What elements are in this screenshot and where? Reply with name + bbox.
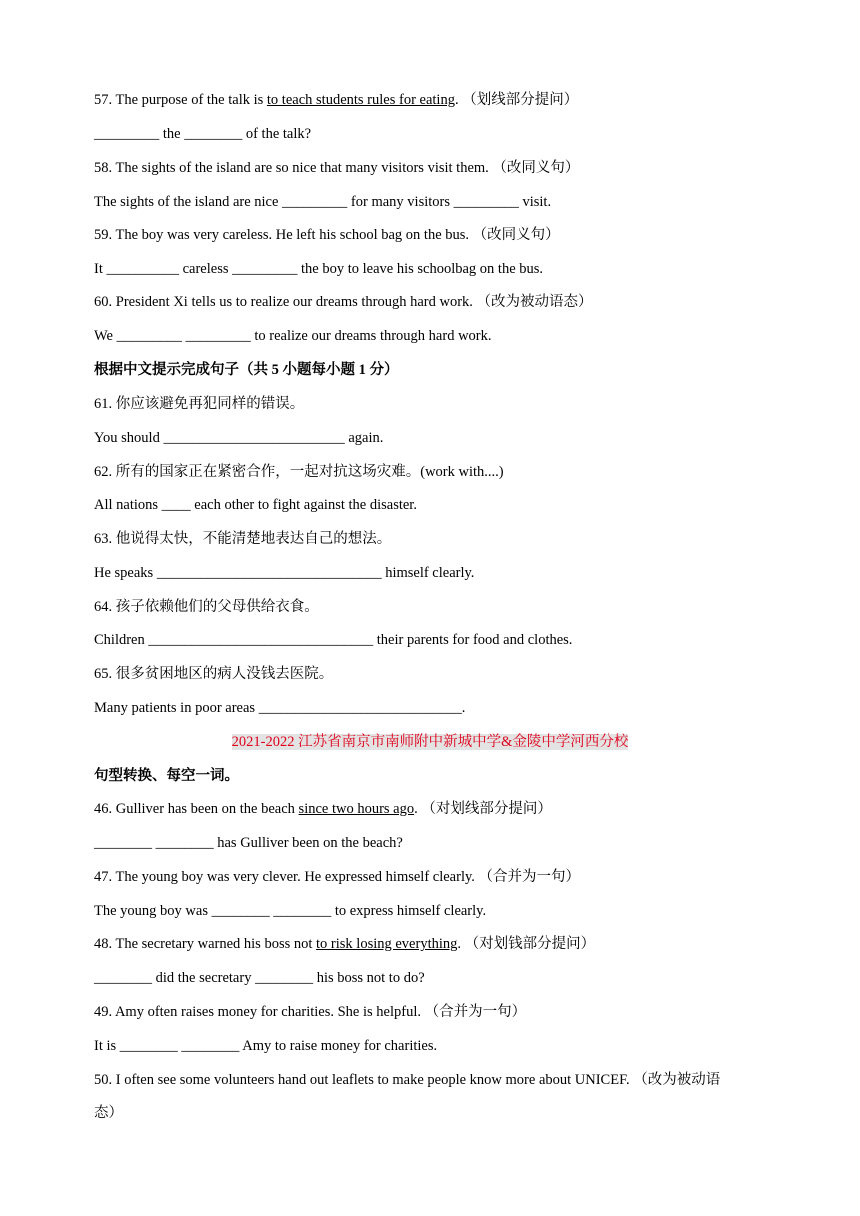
- answer-48: ________ did the secretary ________ his boss not to do?: [94, 970, 425, 986]
- q48-text: 48. The secretary warned his boss not: [94, 936, 317, 952]
- q48-underlined: to risk losing everything: [316, 936, 458, 952]
- section-heading-transform: 句型转换、每空一词。: [94, 768, 239, 784]
- answer-46: ________ ________ has Gulliver been on the beach?: [94, 835, 403, 851]
- answer-63: He speaks _______________________________ himself clearly.: [94, 565, 475, 581]
- question-61: 61. 你应该避免再犯同样的错误。: [94, 396, 305, 412]
- answer-57: _________ the ________ of the talk?: [94, 126, 312, 142]
- answer-61: You should _________________________ again.: [94, 430, 384, 446]
- question-62: 62. 所有的国家正在紧密合作，一起对抗这场灾难。(work with....): [94, 464, 504, 480]
- answer-58: The sights of the island are nice _________ for many visitors _________ visit.: [94, 194, 552, 210]
- answer-49: It is ________ ________ Amy to raise money for charities.: [94, 1038, 438, 1054]
- q46-instruction: . （对划线部分提问）: [414, 801, 552, 817]
- question-47: 47. The young boy was very clever. He expressed himself clearly. （合并为一句）: [94, 869, 581, 885]
- answer-47: The young boy was ________ ________ to express himself clearly.: [94, 903, 487, 919]
- q57-underlined: to teach students rules for eating: [266, 92, 455, 108]
- question-64: 64. 孩子依赖他们的父母供给衣食。: [94, 599, 319, 615]
- section-heading-translation: 根据中文提示完成句子（共 5 小题每小题 1 分）: [94, 362, 399, 378]
- q46-text: 46. Gulliver has been on the beach: [94, 801, 299, 817]
- question-46: [94, 799, 800, 819]
- question-50: 50. I often see some volunteers hand out leaflets to make people know more about UNICEF. （改为被动语: [94, 1072, 721, 1088]
- answer-62: All nations ____ each other to fight against the disaster.: [94, 497, 417, 513]
- question-48: [94, 934, 800, 954]
- question-50-continued: 态）: [94, 1105, 123, 1121]
- answer-59: It __________ careless _________ the boy to leave his schoolbag on the bus.: [94, 261, 544, 277]
- q57-text: 57. The purpose of the talk is: [94, 92, 267, 108]
- school-heading: [0, 732, 860, 752]
- question-63: 63. 他说得太快，不能清楚地表达自己的想法。: [94, 531, 392, 547]
- q57-instruction: . （划线部分提问）: [454, 92, 579, 108]
- answer-64: Children _______________________________ their parents for food and clothes.: [94, 632, 573, 648]
- question-60: 60. President Xi tells us to realize our dreams through hard work. （改为被动语态）: [94, 294, 593, 310]
- answer-60: We _________ _________ to realize our dreams through hard work.: [94, 328, 492, 344]
- question-65: 65. 很多贫困地区的病人没钱去医院。: [94, 666, 334, 682]
- answer-65: Many patients in poor areas ____________________________.: [94, 700, 466, 716]
- question-57: [94, 90, 800, 110]
- q48-instruction: . （对划钱部分提问）: [457, 936, 596, 952]
- question-59: 59. The boy was very careless. He left his school bag on the bus. （改同义句）: [94, 227, 560, 243]
- question-58: 58. The sights of the island are so nice that many visitors visit them. （改同义句）: [94, 160, 580, 176]
- question-49: 49. Amy often raises money for charities. She is helpful. （合并为一句）: [94, 1004, 527, 1020]
- school-heading-text: 2021-2022 江苏省南京市南师附中新城中学&金陵中学河西分校: [231, 734, 629, 750]
- q46-underlined: since two hours ago: [298, 801, 415, 817]
